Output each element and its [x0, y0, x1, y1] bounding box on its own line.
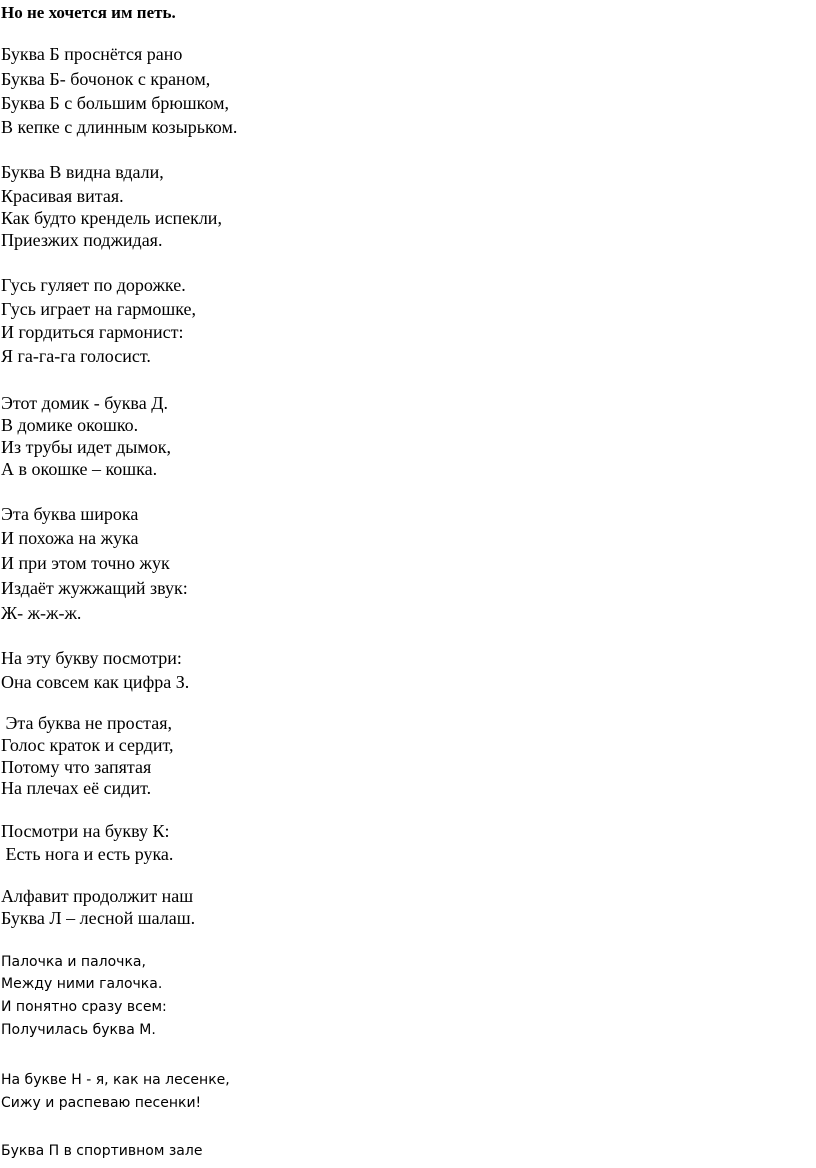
poem-line: Ж- ж-ж-ж. [1, 603, 82, 623]
poem-line: В кепке с длинным козырьком. [1, 117, 238, 137]
poem-line: Голос краток и сердит, [1, 735, 174, 755]
poem-line: Эта буква широка [1, 504, 139, 524]
poem-line: И похожа на жука [1, 528, 139, 548]
poem-line: Я га-га-га голосист. [1, 346, 151, 366]
poem-line: Буква Л – лесной шалаш. [1, 908, 196, 928]
poem-line: Буква П в спортивном зале [1, 1143, 203, 1159]
poem-line: А в окошке – кошка. [1, 459, 158, 479]
poem-line: Сижу и распеваю песенки! [1, 1095, 202, 1111]
poem-line: На эту букву посмотри: [1, 648, 182, 668]
poem-line: Посмотри на букву К: [1, 821, 170, 841]
poem-line: Палочка и палочка, [1, 954, 146, 970]
poem-line: В домике окошко. [1, 415, 139, 435]
poem-line: Она совсем как цифра З. [1, 672, 190, 692]
poem-line: Гусь играет на гармошке, [1, 299, 197, 319]
poem-line: Эта буква не простая, [1, 713, 172, 733]
poem-line: Буква Б- бочонок с краном, [1, 69, 211, 89]
poem-line: Алфавит продолжит наш [1, 886, 194, 906]
poem-title: Но не хочется им петь. [1, 3, 176, 22]
poem-line: Есть нога и есть рука. [1, 844, 174, 864]
poem-line: Буква Б с большим брюшком, [1, 93, 230, 113]
poem-line: Приезжих поджидая. [1, 230, 163, 250]
poem-line: Буква В видна вдали, [1, 162, 164, 182]
poem-line: На букве Н - я, как на лесенке, [1, 1072, 230, 1088]
poem-line: Этот домик - буква Д. [1, 393, 168, 413]
poem-line: На плечах её сидит. [1, 778, 152, 798]
poem-line: Между ними галочка. [1, 976, 163, 992]
poem-line: Как будто крендель испекли, [1, 208, 222, 228]
poem-line: Красивая витая. [1, 186, 124, 206]
poem-line: Из трубы идет дымок, [1, 437, 172, 457]
poem-line: И гордиться гармонист: [1, 322, 184, 342]
poem-line: И при этом точно жук [1, 553, 170, 573]
poem-line: И понятно сразу всем: [1, 999, 167, 1015]
poem-line: Получилась буква М. [1, 1022, 156, 1038]
poem-line: Потому что запятая [1, 757, 152, 777]
poem-line: Гусь гуляет по дорожке. [1, 275, 186, 295]
poem-line: Издаёт жужжащий звук: [1, 578, 188, 598]
poem-line: Буква Б проснётся рано [1, 44, 183, 64]
